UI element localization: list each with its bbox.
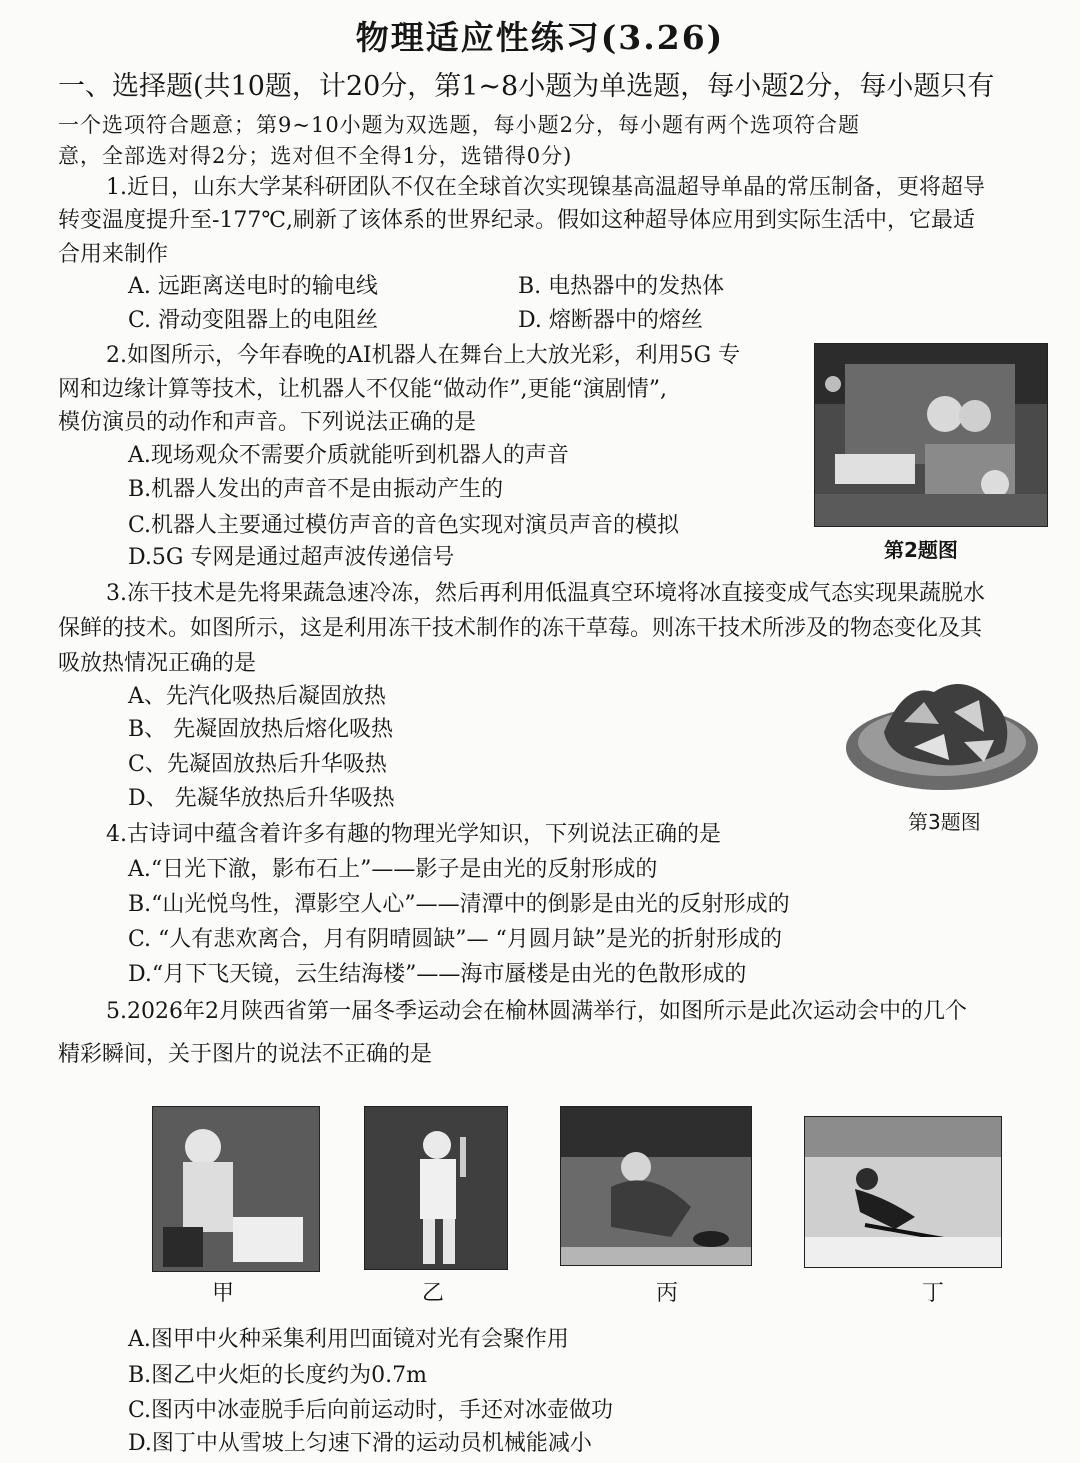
q1-option-a: A. 远距离送电时的输电线 (128, 274, 378, 299)
q5-option-a: A.图甲中火种采集利用凹面镜对光有会聚作用 (128, 1327, 569, 1352)
q4-stem-line1: 4.古诗词中蕴含着许多有趣的物理光学知识，下列说法正确的是 (106, 822, 721, 847)
q5-label-jia: 甲 (212, 1281, 235, 1306)
q3-stem-line2: 保鲜的技术。如图所示，这是利用冻干技术制作的冻干草莓。则冻干技术所涉及的物态变化及其 (58, 616, 983, 641)
q2-figure-caption: 第2题图 (884, 538, 958, 562)
q1-stem-line1: 1.近日，山东大学某科研团队不仅在全球首次实现镍基高温超导单晶的常压制备，更将超导 (106, 175, 985, 200)
q4-option-d: D.“月下飞天镜，云生结海楼”——海市蜃楼是由光的色散形成的 (128, 962, 747, 987)
q3-stem-line3: 吸放热情况正确的是 (58, 651, 257, 676)
q3-option-d: D、 先凝华放热后升华吸热 (128, 786, 395, 811)
section-instructions-line3: 意，全部选对得2分；选对但不全得1分，选错得0分) (58, 144, 573, 168)
q3-option-a: A、先汽化吸热后凝固放热 (128, 684, 386, 709)
q5-stem-line1: 5.2026年2月陕西省第一届冬季运动会在榆林圆满举行，如图所示是此次运动会中的几个 (106, 999, 967, 1024)
q5-stem-line2: 精彩瞬间，关于图片的说法不正确的是 (58, 1042, 433, 1067)
q1-option-c: C. 滑动变阻器上的电阻丝 (128, 308, 379, 333)
section-instructions-line2: 一个选项符合题意；第9~10小题为双选题，每小题2分，每小题有两个选项符合题 (58, 113, 861, 137)
q5-photo-yi (364, 1106, 508, 1270)
q5-label-bing: 丙 (656, 1281, 679, 1306)
q2-option-c: C.机器人主要通过模仿声音的音色实现对演员声音的模拟 (128, 513, 680, 538)
q2-option-a: A.现场观众不需要介质就能听到机器人的声音 (128, 443, 569, 468)
q1-option-b: B. 电热器中的发热体 (518, 274, 725, 299)
q3-option-b: B、 先凝固放热后熔化吸热 (128, 717, 394, 742)
q2-stem-line1: 2.如图所示，今年春晚的AI机器人在舞台上大放光彩，利用5G 专 (106, 343, 741, 368)
q1-stem-line2: 转变温度提升至-177℃,刷新了该体系的世界纪录。假如这种超导体应用到实际生活中，它最适 (58, 208, 976, 233)
q4-option-b: B.“山光悦鸟性，潭影空人心”——清潭中的倒影是由光的反射形成的 (128, 892, 790, 917)
q5-photo-bing (560, 1106, 752, 1266)
q5-label-yi: 乙 (422, 1281, 445, 1306)
q5-option-d: D.图丁中从雪坡上匀速下滑的运动员机械能减小 (128, 1431, 592, 1456)
q3-option-c: C、先凝固放热后升华吸热 (128, 752, 387, 777)
q5-option-b: B.图乙中火炬的长度约为0.7m (128, 1363, 428, 1388)
q3-stem-line1: 3.冻干技术是先将果蔬急速冷冻，然后再利用低温真空环境将冰直接变成气态实现果蔬脱水 (106, 581, 985, 606)
q5-photo-jia (152, 1106, 320, 1272)
q2-stem-line3: 模仿演员的动作和声音。下列说法正确的是 (58, 410, 477, 435)
page-title: 物理适应性练习(3.26) (355, 18, 725, 57)
q3-strawberry-plate-photo (844, 662, 1040, 794)
q2-robot-photo (814, 343, 1048, 527)
q5-option-c: C.图丙中冰壶脱手后向前运动时，手还对冰壶做功 (128, 1398, 614, 1423)
q2-option-b: B.机器人发出的声音不是由振动产生的 (128, 477, 504, 502)
q4-option-c: C. “人有悲欢离合，月有阴晴圆缺”— “月圆月缺”是光的折射形成的 (128, 927, 783, 952)
q1-stem-line3: 合用来制作 (58, 242, 169, 267)
q3-figure-caption: 第3题图 (908, 810, 981, 834)
q5-photo-ding (804, 1116, 1002, 1268)
q2-option-d: D.5G 专网是通过超声波传递信号 (128, 545, 455, 570)
q5-label-ding: 丁 (922, 1281, 945, 1306)
section-instructions-line1: 一、选择题(共10题，计20分，第1~8小题为单选题，每小题2分，每小题只有 (58, 71, 995, 102)
q4-option-a: A.“日光下澈，影布石上”——影子是由光的反射形成的 (128, 857, 658, 882)
q2-stem-line2: 网和边缘计算等技术，让机器人不仅能“做动作”,更能“演剧情”, (58, 377, 667, 402)
q1-option-d: D. 熔断器中的熔丝 (518, 308, 703, 333)
